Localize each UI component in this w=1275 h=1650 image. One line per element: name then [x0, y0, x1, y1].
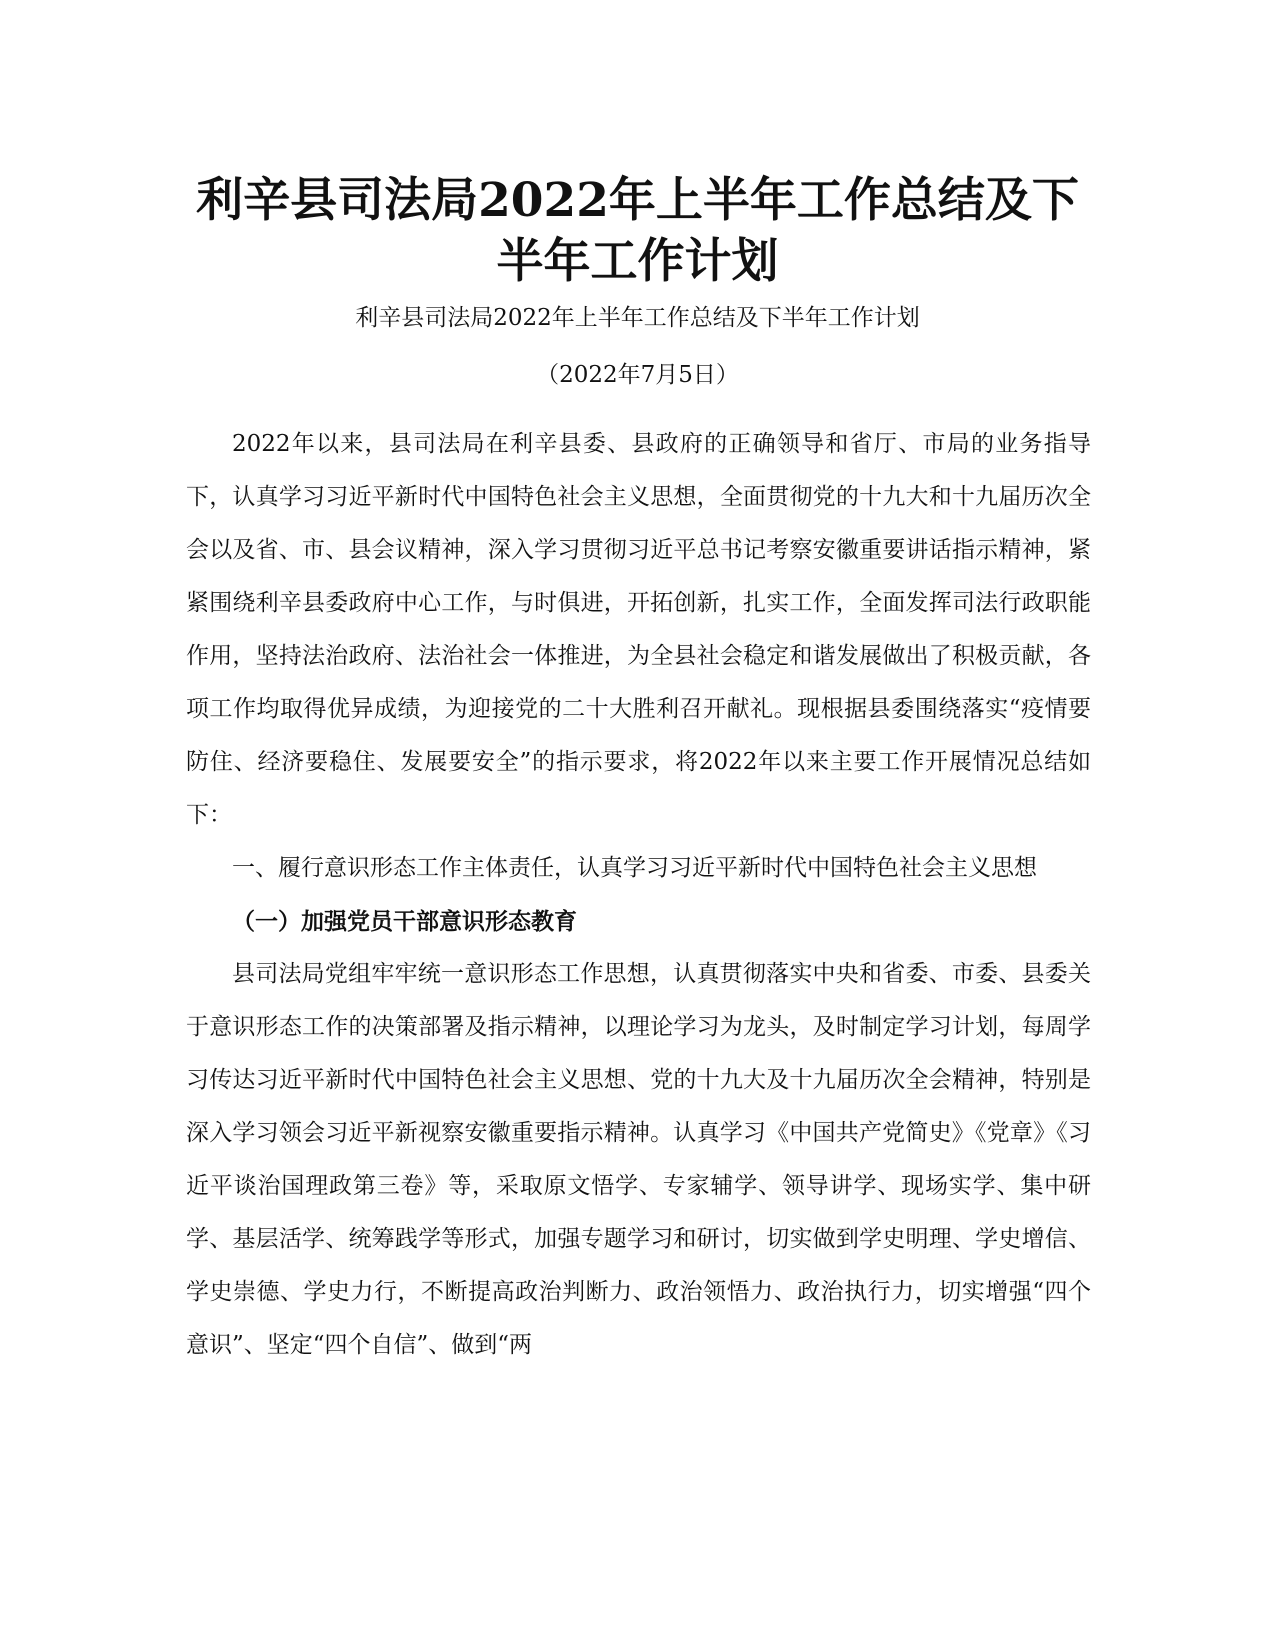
document-title	[150, 170, 1125, 292]
document-date: （2022年7月5日）	[536, 362, 739, 388]
subsection-heading-1: （一）加强党员干部意识形态教育	[232, 908, 577, 935]
title-line-1: 利辛县司法局2022年上半年工作总结及下	[196, 173, 1079, 228]
section-heading-1: 一、履行意识形态工作主体责任，认真学习习近平新时代中国特色社会主义思想	[232, 855, 1037, 881]
title-line-2: 半年工作计划	[496, 234, 779, 289]
document-subtitle: 利辛县司法局2022年上半年工作总结及下半年工作计划	[355, 305, 920, 331]
document-body	[186, 418, 1091, 1372]
body-paragraph: 县司法局党组牢牢统一意识形态工作思想，认真贯彻落实中央和省委、市委、县委关于意识形态工作的决策部署及指示精神，以理论学习为龙头，及时制定学习计划，每周学习传达习近平新时代中国特色社会主义思想、党的十九大及十九届历次全会精神，特别是深入学习领会习近平新视察安徽重要指示精神。认真学习《中国共产党简史》《党章》《习近平谈治国理政第三卷》等，采取原文悟学、专家辅学、领导讲学、现场实学、集中研学、基层活学、统筹践学等形式，加强专题学习和研讨，切实做到学史明理、学史增信、学史崇德、学史力行，不断提高政治判断力、政治领悟力、政治执行力，切实增强“四个意识”、坚定“四个自信”、做到“两	[186, 961, 1091, 1358]
intro-paragraph: 2022年以来，县司法局在利辛县委、县政府的正确领导和省厅、市局的业务指导下，认真学习习近平新时代中国特色社会主义思想，全面贯彻党的十九大和十九届历次全会以及省、市、县会议精神，深入学习贯彻习近平总书记考察安徽重要讲话指示精神，紧紧围绕利辛县委政府中心工作，与时俱进，开拓创新，扎实工作，全面发挥司法行政职能作用，坚持法治政府、法治社会一体推进，为全县社会稳定和谐发展做出了积极贡献，各项工作均取得优异成绩，为迎接党的二十大胜利召开献礼。现根据县委围绕落实“疫情要防住、经济要稳住、发展要安全”的指示要求，将2022年以来主要工作开展情况总结如下：	[186, 431, 1091, 828]
